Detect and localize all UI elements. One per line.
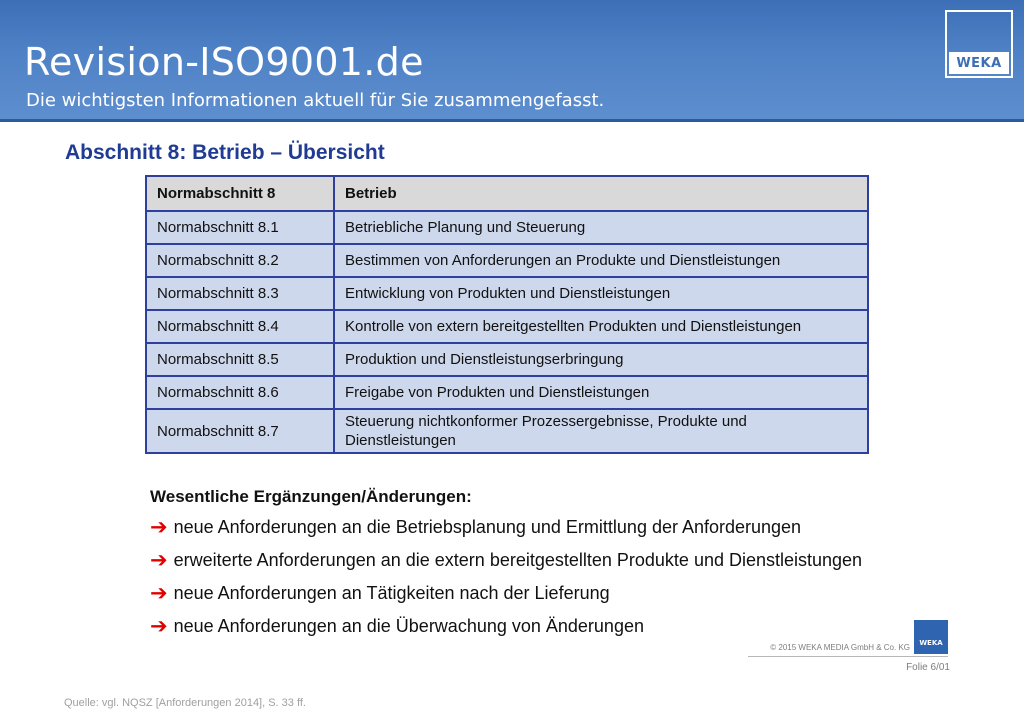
copyright-notice: © 2015 WEKA MEDIA GmbH & Co. KG <box>770 643 910 652</box>
source-note: Quelle: vgl. NQSZ [Anforderungen 2014], S. 33 ff. <box>64 697 306 709</box>
weka-logo-band <box>949 52 1009 74</box>
slide-label: Folie <box>906 662 928 673</box>
table-cell-description: Freigabe von Produkten und Dienstleistungen <box>334 376 868 409</box>
changes-section <box>150 487 950 648</box>
table-cell-section: Normabschnitt 8.6 <box>146 376 334 409</box>
change-item-text: neue Anforderungen an die Betriebsplanung und Ermittlung der Anforderungen <box>173 517 802 537</box>
table-row <box>146 277 868 310</box>
table-cell-section: Normabschnitt 8.7 <box>146 409 334 453</box>
table-cell-description: Produktion und Dienstleistungserbringung <box>334 343 868 376</box>
table-cell-description: Bestimmen von Anforderungen an Produkte und Dienstleistungen <box>334 244 868 277</box>
site-subtitle: Die wichtigsten Informationen aktuell für Sie zusammengefasst. <box>26 90 605 111</box>
table-cell-section: Normabschnitt 8.2 <box>146 244 334 277</box>
change-item-text: neue Anforderungen an die Überwachung von Änderungen <box>173 616 644 636</box>
header-banner <box>0 0 1024 122</box>
slide-number <box>860 662 950 673</box>
table-cell-description: Kontrolle von extern bereitgestellten Produkten und Dienstleistungen <box>334 310 868 343</box>
table-row <box>146 244 868 277</box>
weka-small-logo-text: WEKA <box>919 639 943 647</box>
arrow-right-icon: ➔ <box>150 614 168 638</box>
table-row <box>146 409 868 453</box>
arrow-right-icon: ➔ <box>150 515 168 539</box>
table-cell-description: Entwicklung von Produkten und Dienstleistungen <box>334 277 868 310</box>
table-row <box>146 211 868 244</box>
table-cell-section: Normabschnitt 8.3 <box>146 277 334 310</box>
table-cell-description: Betriebliche Planung und Steuerung <box>334 211 868 244</box>
change-item-text: neue Anforderungen an Tätigkeiten nach der Lieferung <box>173 583 610 603</box>
table-header-cell: Betrieb <box>334 176 868 211</box>
change-item <box>150 549 950 582</box>
changes-heading: Wesentliche Ergänzungen/Änderungen: <box>150 487 472 506</box>
slide-title: Abschnitt 8: Betrieb – Übersicht <box>65 141 385 164</box>
weka-logo <box>945 10 1013 78</box>
change-item <box>150 516 950 549</box>
slide-number-value: 6/01 <box>930 662 950 673</box>
change-item-text: erweiterte Anforderungen an die extern bereitgestellten Produkte und Dienstleistungen <box>173 550 863 570</box>
table-header-row <box>146 176 868 211</box>
table-cell-section: Normabschnitt 8.5 <box>146 343 334 376</box>
table-row <box>146 376 868 409</box>
change-item <box>150 582 950 615</box>
table-row <box>146 310 868 343</box>
weka-small-logo <box>914 620 948 654</box>
table-row <box>146 343 868 376</box>
overview-table <box>145 175 869 454</box>
table-cell-section: Normabschnitt 8.4 <box>146 310 334 343</box>
arrow-right-icon: ➔ <box>150 581 168 605</box>
arrow-right-icon: ➔ <box>150 548 168 572</box>
footer-divider <box>748 656 948 657</box>
table-header-cell: Normabschnitt 8 <box>146 176 334 211</box>
table-cell-description: Steuerung nichtkonformer Prozessergebnisse, Produkte und Dienstleistungen <box>334 409 868 453</box>
table-cell-section: Normabschnitt 8.1 <box>146 211 334 244</box>
weka-logo-text: WEKA <box>956 55 1002 71</box>
site-title: Revision-ISO9001.de <box>24 40 424 84</box>
